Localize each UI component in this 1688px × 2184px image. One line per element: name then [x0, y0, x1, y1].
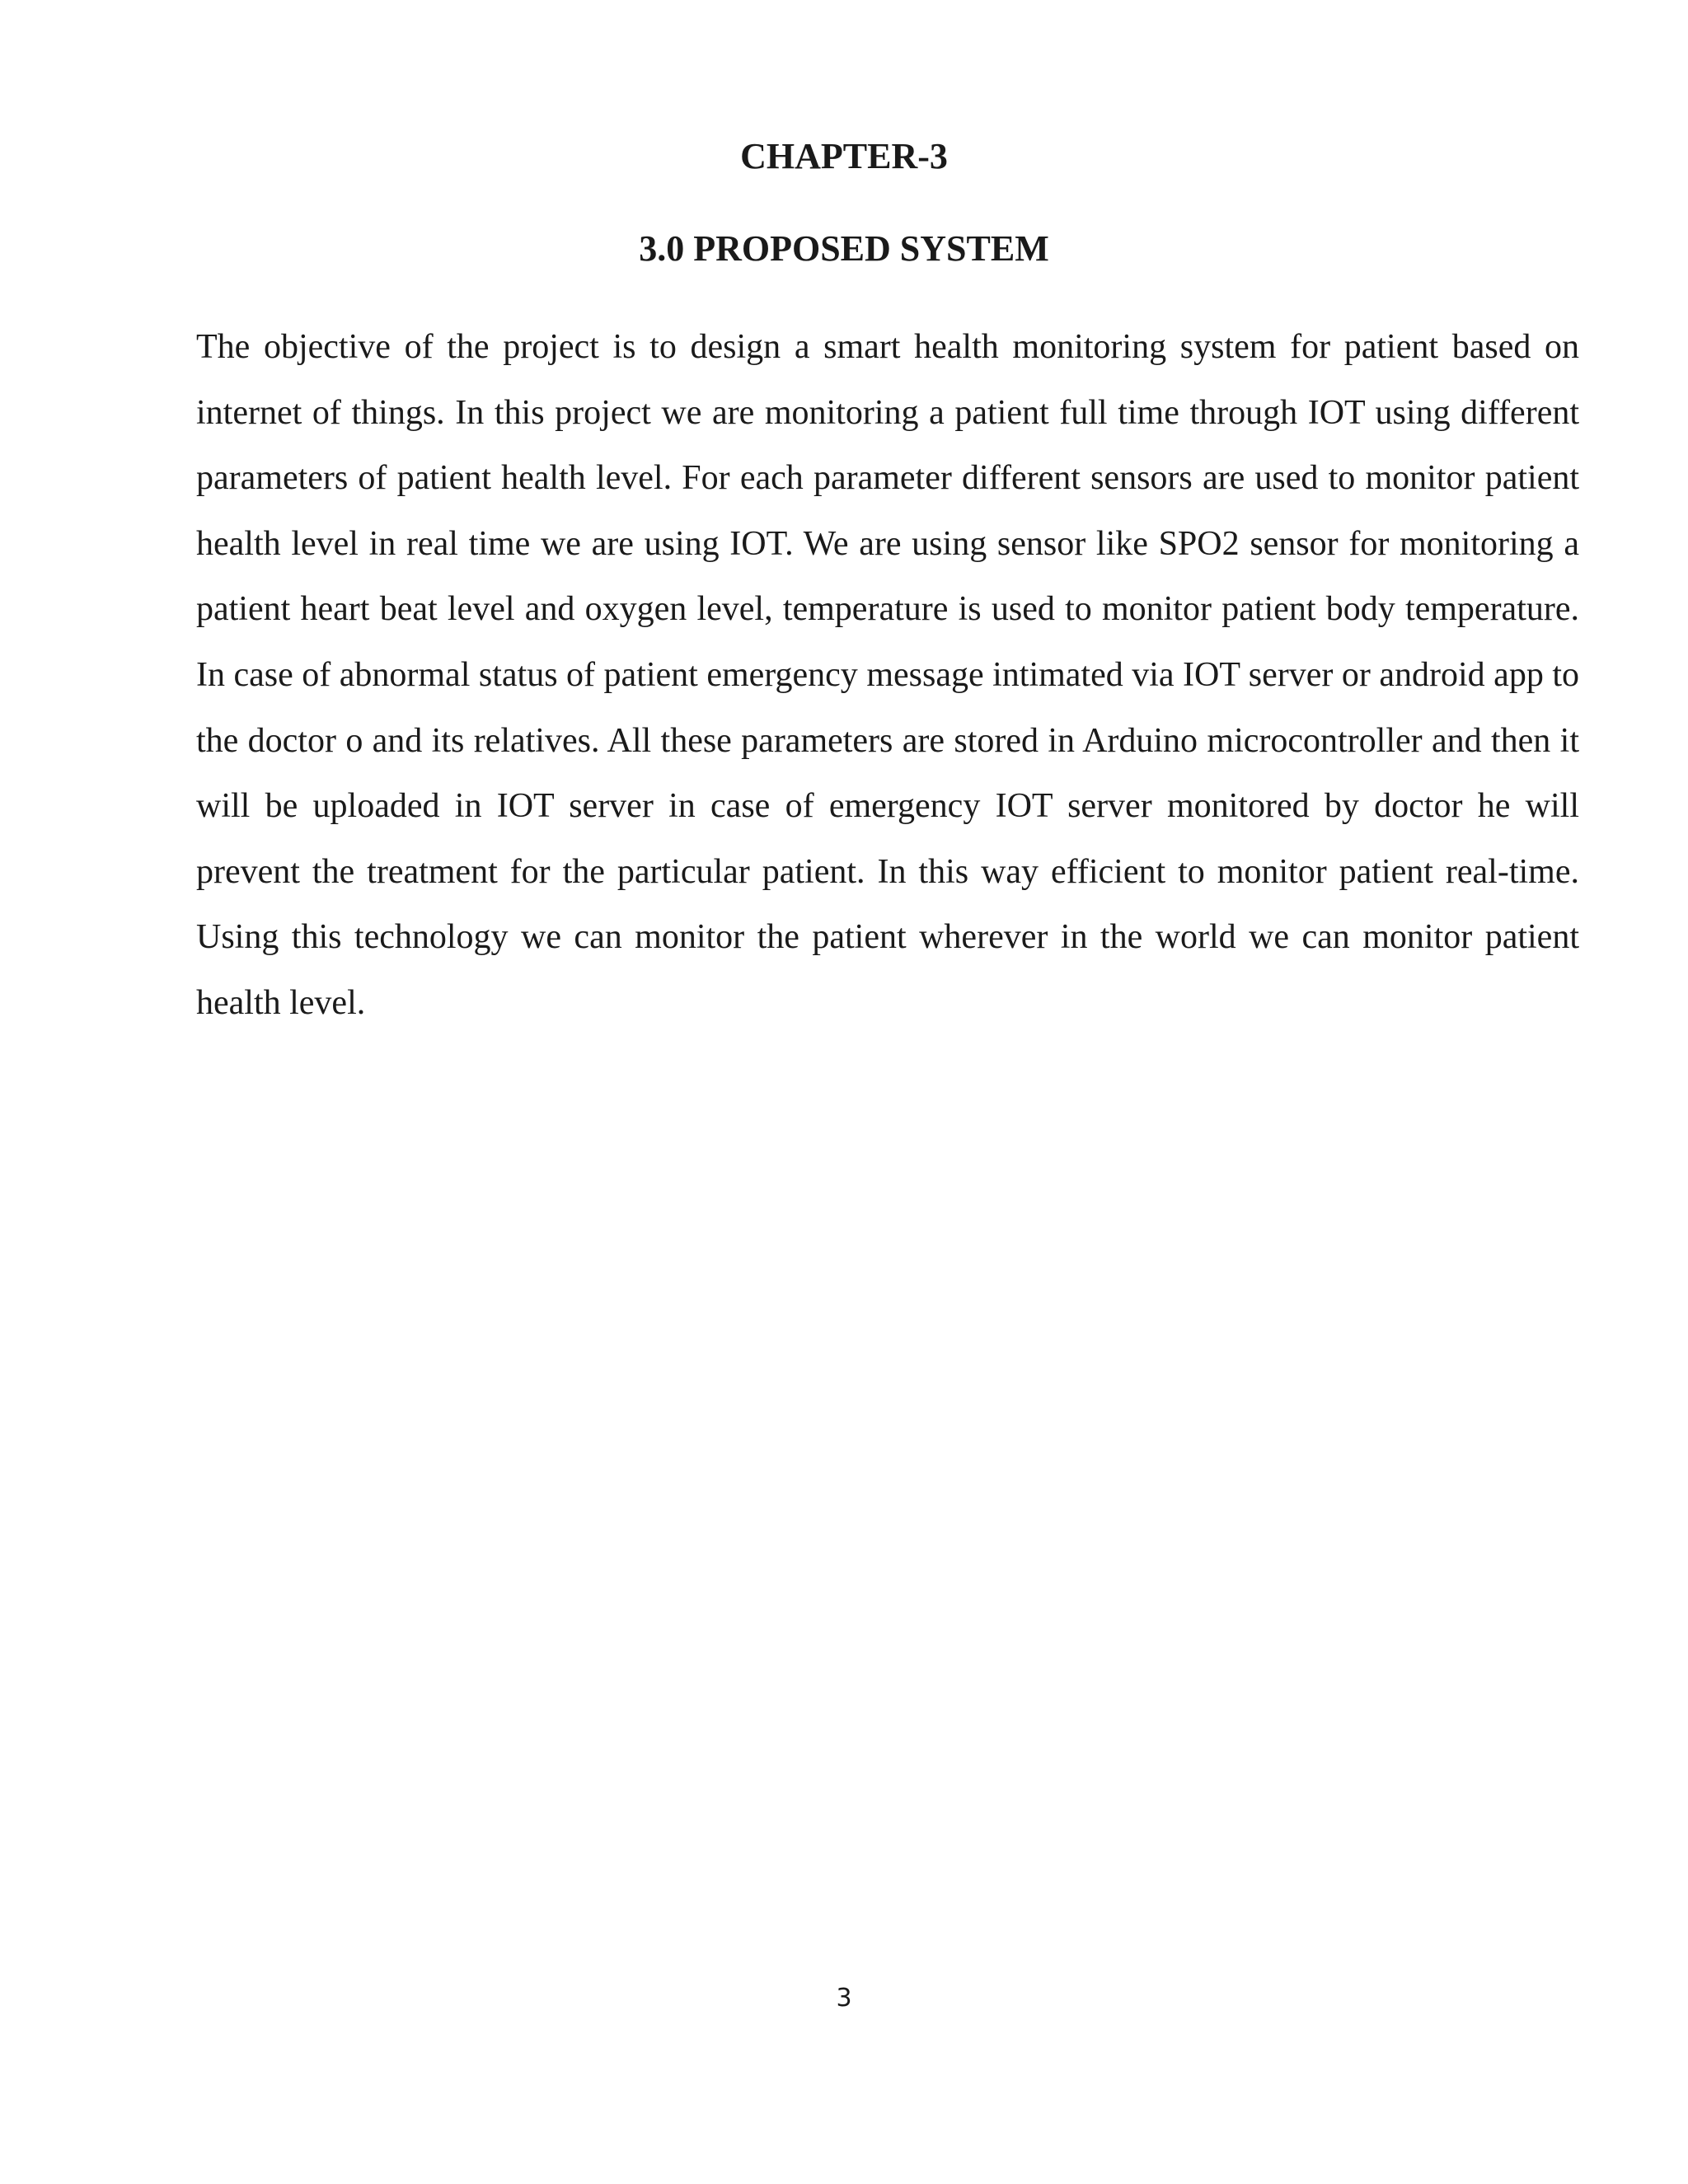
chapter-heading: CHAPTER-3: [740, 136, 948, 176]
body-paragraph: The objective of the project is to design a smart health monitoring system for patient based on internet of things. In this project we are monitoring a patient full time through IOT using different parameters of patient health level. For each parameter different sensors are used to monitor patient health level in real time we are using IOT. We are using sensor like SPO2 sensor for monitoring a patient heart beat level and oxygen level, temperature is used to monitor patient body temperature. In case of abnormal status of patient emergency message intimated via IOT server or android app to the doctor o and its relatives. All these parameters are stored in Arduino microcontroller and then it will be uploaded in IOT server in case of emergency IOT server monitored by doctor he will prevent the treatment for the particular patient. In this way efficient to monitor patient real-time. Using this technology we can monitor the patient wherever in the world we can monitor patient health level.: [196, 328, 1579, 1022]
page-number: 3: [836, 1984, 852, 2013]
section-title: 3.0 PROPOSED SYSTEM: [639, 228, 1049, 269]
